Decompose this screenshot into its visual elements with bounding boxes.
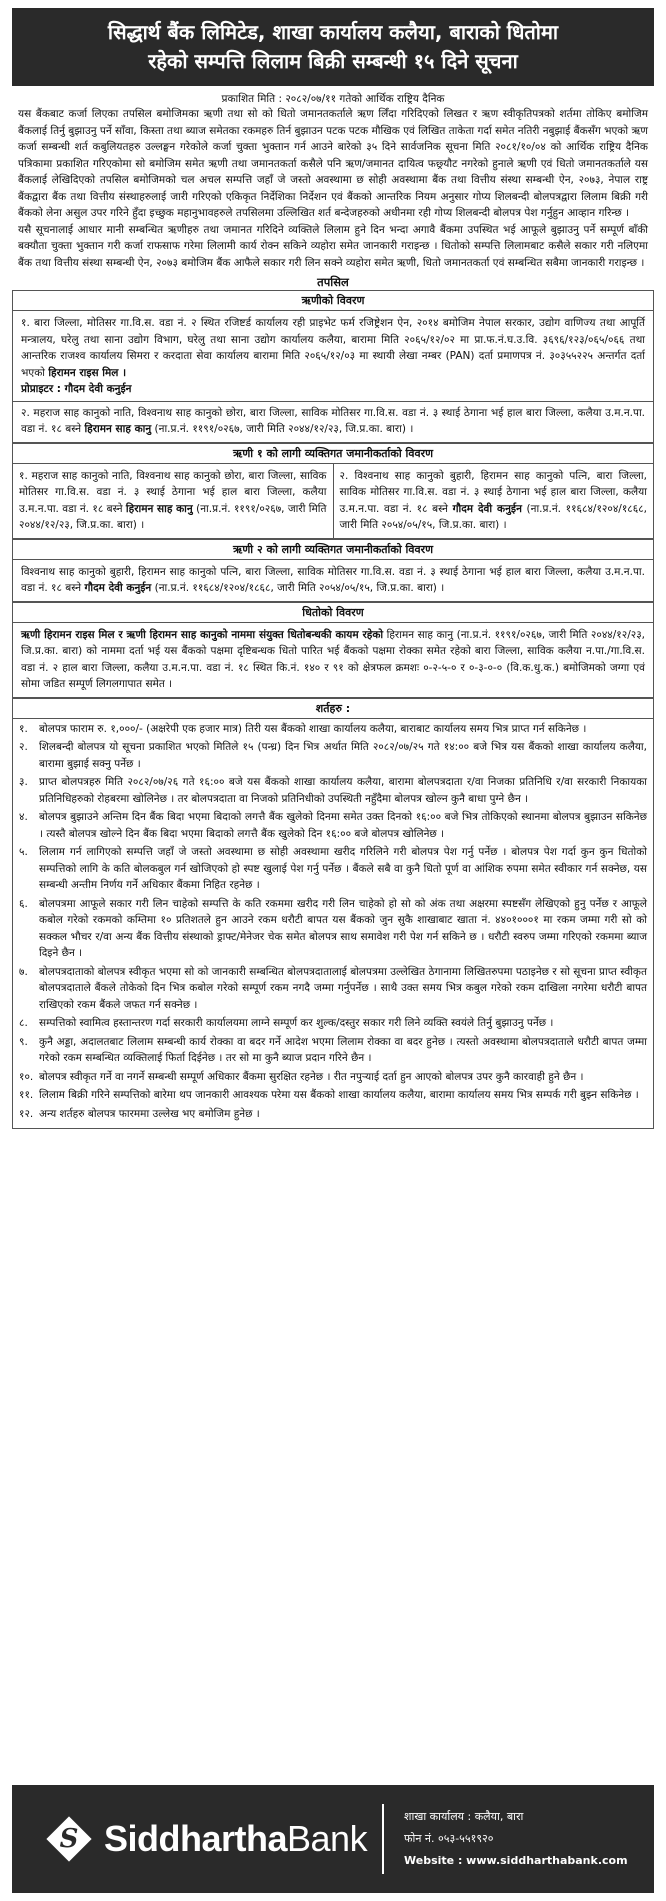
term-number: १०. xyxy=(19,1070,34,1083)
branch-address: शाखा कार्यालय : कलैया, बारा xyxy=(404,1810,524,1823)
contact-info xyxy=(404,1806,628,1872)
guarantor-2-section-title: ऋणी २ को लागी व्यक्तिगत जमानीकर्ताको विवरण xyxy=(12,539,654,559)
guarantor-1-section-title: ऋणी १ को लागी व्यक्तिगत जमानीकर्ताको विवरण xyxy=(12,443,654,463)
term-text: कुनै अड्डा, अदालतबाट लिलाम सम्बन्धी कार्य रोक्का वा बदर गर्ने आदेश भएमा लिलाम रोक्का वा बदर हुनेछ । त्यस्तो अवस्थामा बोलपत्रदाताले धरौटी बापत जम्मा गरेको रकम सम्बन्धित व्यक्तिलाई फिर्ता दिईनेछ । तर सो मा कुनै ब्याज प्रदान गरिने छैन । xyxy=(39,1035,647,1064)
term-text: बोलपत्र फाराम रु. १,०००/- (अक्षरेपी एक हजार मात्र) तिरी यस बैंकको शाखा कार्यालय कलैया, बाराबाट कार्यालय समय भित्र प्राप्त गर्न सकिनेछ । xyxy=(39,722,587,735)
borrower-item-2-text: २. महराज साह कानुको नाति, विश्वनाथ साह कानुको छोरा, बारा जिल्ला, साविक मोतिसर गा.वि.स. वडा नं. ३ स्थाई ठेगाना भई हाल बारा जिल्ला, कलैया उ.म.न.पा. वडा नं. १८ बस्ने xyxy=(21,406,645,435)
borrower-details xyxy=(12,310,654,443)
siddhartha-diamond-logo-icon: S xyxy=(46,1816,92,1862)
borrower-item-2 xyxy=(13,401,653,438)
brand-light: Bank xyxy=(287,1818,368,1859)
term-number: १. xyxy=(19,722,28,735)
borrower-firm-name: हिरामन राइस मिल । xyxy=(48,366,127,379)
phone-number: फोन नं. ०५३-५५१९२० xyxy=(404,1832,494,1845)
guarantor-1-left xyxy=(13,464,334,538)
borrower-item-1 xyxy=(21,315,645,381)
collateral-section-title: धितोको विवरण xyxy=(12,602,654,622)
guarantor-1-right-tail: (ना.प्र.नं. ११६८४/१२०४/१८६८, जारी मिति २०५४/०५/१५, जि.प्र.का. बारा) । xyxy=(339,502,647,531)
proprietor-label: प्रोप्राइटर : गौदम देवी कनुईन xyxy=(21,383,132,395)
term-item xyxy=(19,844,647,894)
guarantor-1-left-tail: (ना.प्र.नं. ११९१/०२६७, जारी मिति २०४४/१२/२३, जि.प्र.का. बारा) । xyxy=(19,502,327,531)
term-text: बोलपत्रदाताको बोलपत्र स्वीकृत भएमा सो को जानकारी सम्बन्धित बोलपत्रदातालाई बोलपत्रमा उल्लेखित ठेगानामा लिखितरुपमा पठाइनेछ र सो सूचना प्राप्त स्वीकृत बोलपत्रदाताले बैंकले तोकेको दिन भित्र कबोल गरेको सम्पूर्ण रकम नगदै जम्मा गर्नुपर्नेछ । साथै उक्त समय भित्र कबुल गरेको रकम दाखिला नगरेमा धरौटी बापत राखिएको रकम बैंकले जफत गर्न सक्नेछ । xyxy=(39,965,647,1011)
guarantor-2-details xyxy=(12,559,654,602)
guarantor-2-tail: (ना.प्र.नं. ११६८४/१२०४/१८६८, जारी मिति २०५४/०५/१५, जि.प्र.का. बारा) । xyxy=(151,582,445,594)
notice-header xyxy=(12,8,654,86)
term-item xyxy=(19,896,647,962)
brand-bold: Siddhartha xyxy=(104,1818,288,1859)
terms-list xyxy=(12,718,654,1130)
term-item xyxy=(19,809,647,842)
term-number: ७. xyxy=(19,965,28,978)
term-number: ३. xyxy=(19,776,28,788)
website-line xyxy=(404,1850,628,1872)
term-item xyxy=(19,1087,647,1104)
borrower-name: हिरामन साह कानु xyxy=(84,423,152,435)
guarantor-1-left-name: हिरामन साह कानु xyxy=(125,502,193,515)
website-label: Website : xyxy=(404,1854,467,1867)
term-text: प्राप्त बोलपत्रहरु मिति २०८२/०७/२६ गते १६:०० बजे यस बैंकको शाखा कार्यालय कलैया, बारामा बोलपत्रदाता र/वा निजका प्रतिनिधि र/वा सरकारी निकायका प्रतिनिधिहरुको रोहबरमा खोलिनेछ । तर बोलपत्रदाता वा निजको प्रतिनिधीको उपस्थिती नहुँदैमा बोलपत्र खोल्न कुनै बाधा पुग्ने छैन । xyxy=(39,776,647,805)
borrower-section-title: ऋणीको विवरण xyxy=(12,290,654,310)
term-item xyxy=(19,721,647,738)
term-item xyxy=(19,774,647,807)
terms-title: शर्तहरु : xyxy=(12,698,654,718)
term-item xyxy=(19,1015,647,1032)
intro-paragraph-2: यसै सूचनालाई आधार मानी सम्बन्धित ऋणीहरु तथा जमानत गरिदिने व्यक्तिले लिलाम हुने दिन भन्दा अगावै बैंकमा उपस्थित भई आफूले बुझाउनु पर्ने सम्पूर्ण बाँकी बक्यौता चुक्ता भुक्तान गरी कर्जा राफसाफ गरेमा लिलामी कार्य रोक्न सकिने व्यहोरा समेत जानकारी गराइन्छ । धितोको सम्पत्ति लिलामबाट कसैले सकार गरी नलिएमा बैंक तथा वित्तीय संस्था सम्बन्धी ऐन, २०७३ बमोजिम बैंक आफैले सकार गरी लिन सक्ने व्यहोरा समेत ऋणी, धितो जमानतकर्ता एवं सम्बन्धित सबैमा जानकारी गराइन्छ । xyxy=(18,223,649,269)
term-number: ४. xyxy=(19,811,28,823)
term-text: लिलाम गर्न लागिएको सम्पत्ति जहाँ जे जस्तो अवस्थामा छ सोही अवस्थामा खरीद गरिलिने गरी बोलपत्र पेश गर्नु पर्नेछ । बोलपत्र पेश गर्दा कुन कुन धितोको सम्पत्तिको लागि के कति बोलकबुल गर्न खोजिएको हो स्पष्ट खुलाई पेश गर्नु पर्नेछ । बैंकले सबै वा कुनै धितो पूर्ण वा आंशिक रुपमा समेत स्वीकार गर्न सक्नेछ, यस सम्बन्धी अन्तीम निर्णय गर्ने अधिकार बैंकमा निहित रहनेछ । xyxy=(39,846,647,891)
bank-logo xyxy=(12,1816,382,1862)
term-number: ८. xyxy=(19,1017,28,1029)
term-item xyxy=(19,1069,647,1086)
term-item xyxy=(19,1106,647,1123)
collateral-details xyxy=(12,622,654,698)
term-text: बोलपत्र बुझाउने अन्तिम दिन बैंक बिदा भएमा बिदाको लगत्तै बैंक खुलेको दिनमा समेत उक्त दिनको १६:०० बजे भित्र तोकिएको स्थानमा बोलपत्र बुझाउन सकिनेछ । त्यस्तै बोलपत्र खोल्ने दिन बैंक बिदा भएमा बिदाको लगत्तै बैंक खुलेको दिन १६:०० बजे बोलपत्र खोलिनेछ । xyxy=(39,811,647,840)
term-number: ५. xyxy=(19,846,28,858)
header-line-2: रहेको सम्पत्ति लिलाम बिक्री सम्बन्धी १५ दिने सूचना xyxy=(148,49,518,73)
published-date: प्रकाशित मिति : २०८२/०७/११ गतेको आर्थिक राष्ट्रिय दैनिक xyxy=(221,93,445,105)
term-item xyxy=(19,1034,647,1067)
term-text: अन्य शर्तहरु बोलपत्र फारममा उल्लेख भए बमोजिम हुनेछ । xyxy=(39,1107,260,1120)
header-line-1: सिद्धार्थ बैंक लिमिटेड, शाखा कार्यालय कलैया, बाराको धितोमा xyxy=(107,20,559,44)
term-text: शिलबन्दी बोलपत्र यो सूचना प्रकाशित भएको मितिले १५ (पन्ध्र) दिन भित्र अर्थात मिति २०८२/०७/२५ गते १४:०० बजे भित्र यस बैंकको शाखा कार्यालय कलैया, बारामा बुझाई सक्नु पर्नेछ । xyxy=(39,741,647,770)
term-text: बोलपत्रमा आफूले सकार गरी लिन चाहेको सम्पत्ति के कति रकममा खरीद गरी लिन चाहेको हो सो को अंक तथा अक्षरमा स्पष्टसँग लेखिएको हुनु पर्नेछ र आफूले कबोल गरेको रकमको कम्तिमा १० प्रतिशतले हुन आउने रकम धरौटी बापत यस बैंकको जुन सुकै शाखाबाट खाता नं. ४४०१०००१ मा रकम जम्मा गरी सो को सक्कल भौचर र/वा अन्य बैंक वित्तीय संस्थाको ड्राफ्ट/मेनेजर चेक समेत बोलपत्र साथ समावेश गरी पेश गर्न सकिने छ । धरौटी स्वरुप जम्मा गरिएको रकममा ब्याज दिइने छैन । xyxy=(39,897,647,959)
website-link[interactable]: www.siddharthabank.com xyxy=(466,1854,628,1867)
bank-footer xyxy=(12,1785,654,1893)
term-item xyxy=(19,739,647,772)
term-number: ११. xyxy=(19,1089,34,1101)
term-text: बोलपत्र स्वीकृत गर्ने वा नगर्ने सम्बन्धी सम्पूर्ण अधिकार बैंकमा सुरक्षित रहनेछ । रीत नपुऱ्याई दर्ता हुन आएको बोलपत्र उपर कुनै कारवाही हुने छैन । xyxy=(39,1070,584,1083)
term-number: २. xyxy=(19,741,28,753)
term-text: सम्पत्तिको स्वामित्व हस्तान्तरण गर्दा सरकारी कार्यालयमा लाग्ने सम्पूर्ण कर शुल्क/दस्तुर सकार गरी लिने व्यक्ति स्वयंले तिर्नु बुझाउनु पर्नेछ । xyxy=(39,1017,554,1029)
term-number: ९. xyxy=(19,1035,28,1048)
term-number: १२. xyxy=(19,1107,34,1120)
term-item xyxy=(19,964,647,1014)
term-text: लिलाम बिक्री गरिने सम्पत्तिको बारेमा थप जानकारी आवश्यक परेमा यस बैंकको शाखा कार्यालय कलैया, बारामा कार्यालय समय भित्र सम्पर्क गरी बुझ्न सकिनेछ । xyxy=(39,1089,639,1101)
term-number: ६. xyxy=(19,897,28,910)
collateral-bold-text: ऋणी हिरामन राइस मिल र ऋणी हिरामन साह कानुको नाममा संयुक्त धितोबन्धकी कायम रहेको xyxy=(21,628,384,641)
guarantor-1-right-name: गौदम देवी कनुईन xyxy=(452,502,522,515)
guarantor-2-text: विश्वनाथ साह कानुको बुहारी, हिरामन साह कानुको पत्नि, बारा जिल्ला, साविक मोतिसर गा.वि.स. वडा नं. ३ स्थाई ठेगाना भई हाल बारा जिल्ला, कलैया उ.म.न.पा. वडा नं. १८ बस्ने xyxy=(21,565,645,594)
guarantor-1-right xyxy=(334,464,654,538)
borrower-item-2-tail: (ना.प्र.नं. ११९१/०२६७, जारी मिति २०४४/१२/२३, जि.प्र.का. बारा) । xyxy=(151,423,414,435)
guarantor-1-details xyxy=(12,463,654,539)
guarantor-1-right-text: २. विश्वनाथ साह कानुको बुहारी, हिरामन साह कानुको पत्नि, बारा जिल्ला, साविक मोतिसर गा.वि.स. वडा नं. ३ स्थाई ठेगाना भई हाल बारा जिल्ला, कलैया उ.म.न.पा. वडा नं. १८ बस्ने xyxy=(339,469,647,515)
collateral-text: हिरामन साह कानु (ना.प्र.नं. ११९१/०२६७, जारी मिति २०४४/१२/२३, जि.प्र.का. बारा) को नाममा दर्ता भई यस बैंकको पक्षमा दृष्टिबन्धक धितो पारित भई बैंकको पक्षमा रोक्का समेत रहेको बारा जिल्ला, साविक कलैया न.पा./गा.वि.स. वडा नं. २ हाल बारा जिल्ला, कलैया उ.म.न.पा. वडा नं. १८ स्थित कि.नं. १४० र ९१ को क्षेत्रफल क्रमशः ०-२-५-० र ०-३-०-० (वि.क.धु.क.) बमोजिमको जग्गा एवं सोमा जडित सम्पूर्ण लिगलगापात समेत । xyxy=(21,628,645,690)
tapsil-title: तपसिल xyxy=(317,275,349,289)
guarantor-2-name: गौदम देवी कनुईन xyxy=(84,582,152,594)
borrower-item-1-text: १. बारा जिल्ला, मोतिसर गा.वि.स. वडा नं. २ स्थित रजिष्टर्ड कार्यालय रही प्राइभेट फर्म रजिष्ट्रेशन ऐन, २०१४ बमोजिम नेपाल सरकार, उद्योग वाणिज्य तथा आपूर्ति मन्त्रालय, घरेलु तथा साना उद्योग विभाग, घरेलु तथा साना उद्योग कार्यालय कलैया, बारामा मिति २०६५/१२/०२ मा प्रा.फ.नं.घ.उ.वि. ३६९६/१२३/०६५/०६६ तथा आन्तरिक राजश्व कार्यालय सिमरा र करदाता सेवा कार्यालय बारामा मिति २०६५/१२/०३ मा स्थायी लेखा नम्बर (PAN) दर्ता प्रमाणपत्र नं. ३०३५५२२५ अन्तर्गत दर्ता भएको xyxy=(21,317,645,379)
guarantor-1-left-text: १. महराज साह कानुको नाति, विश्वनाथ साह कानुको छोरा, बारा जिल्ला, साविक मोतिसर गा.वि.स. वडा नं. ३ स्थाई ठेगाना भई हाल बारा जिल्ला, कलैया उ.म.न.पा. वडा नं. १८ बस्ने xyxy=(19,469,327,515)
bank-brand-name xyxy=(104,1818,367,1860)
footer-divider xyxy=(382,1804,384,1874)
intro-paragraph-1: यस बैंकबाट कर्जा लिएका तपसिल बमोजिमका ऋणी तथा सो को धितो जमानतकर्ताले ऋण लिँदा गरिदिएको लिखत र ऋण स्वीकृतिपत्रको शर्तमा तोकिए बमोजिम बैंकलाई तिर्नु बुझाउनु पर्ने साँवा, किस्ता तथा ब्याज समेतका रकमहरु तिर्न बुझाउन पटक पटक मौखिक एवं लिखित ताकेता गर्दा समेत नतिरी नबुझाई बैंकसँग भएको ऋण कर्जा सम्बन्धी शर्त कबुलियतहरु उल्लङ्घन गरेकोले कर्जा चुक्ता भुक्तान गर्न आउने बारेको ३५ दिने सार्वजनिक सूचना मिति २०८१/१०/०४ को आर्थिक राष्ट्रिय दैनिक पत्रिकामा प्रकाशित गरिएकोमा सो बमोजिम समेत ऋणी तथा जमानतकर्ता कसैले पनि ऋण/जमानत दायित्व फछ्र्यौट नगरेको हुनाले ऋणी एवं धितो जमानतकर्ताले यस बैंकलाई लेखिदिएको तपसिल बमोजिमको चल अचल सम्पत्ति जहाँ जे जस्तो अवस्थामा छ सोही अवस्थामा बैंक तथा वित्तीय संस्था सम्बन्धी ऐन, २०७३, नेपाल राष्ट्र बैंकद्वारा बैंक तथा वित्तीय संस्थाहरुलाई जारी गरिएको एकिकृत निर्देशिका निर्देशन एवं बैंकको आन्तरिक नियम अनुसार गोप्य शिलबन्दी बोलपत्रद्वारा लिलाम बिक्री गरी बैंकको लेना असुल उपर गरिने हुँदा इच्छुक महानुभावहरुले तपसिलमा उल्लिखित शर्त बन्देजहरुको अधीनमा रही गोप्य शिलबन्दी बोलपत्र पेश गर्नुहुन आव्हान गरिन्छ । xyxy=(18,108,648,219)
